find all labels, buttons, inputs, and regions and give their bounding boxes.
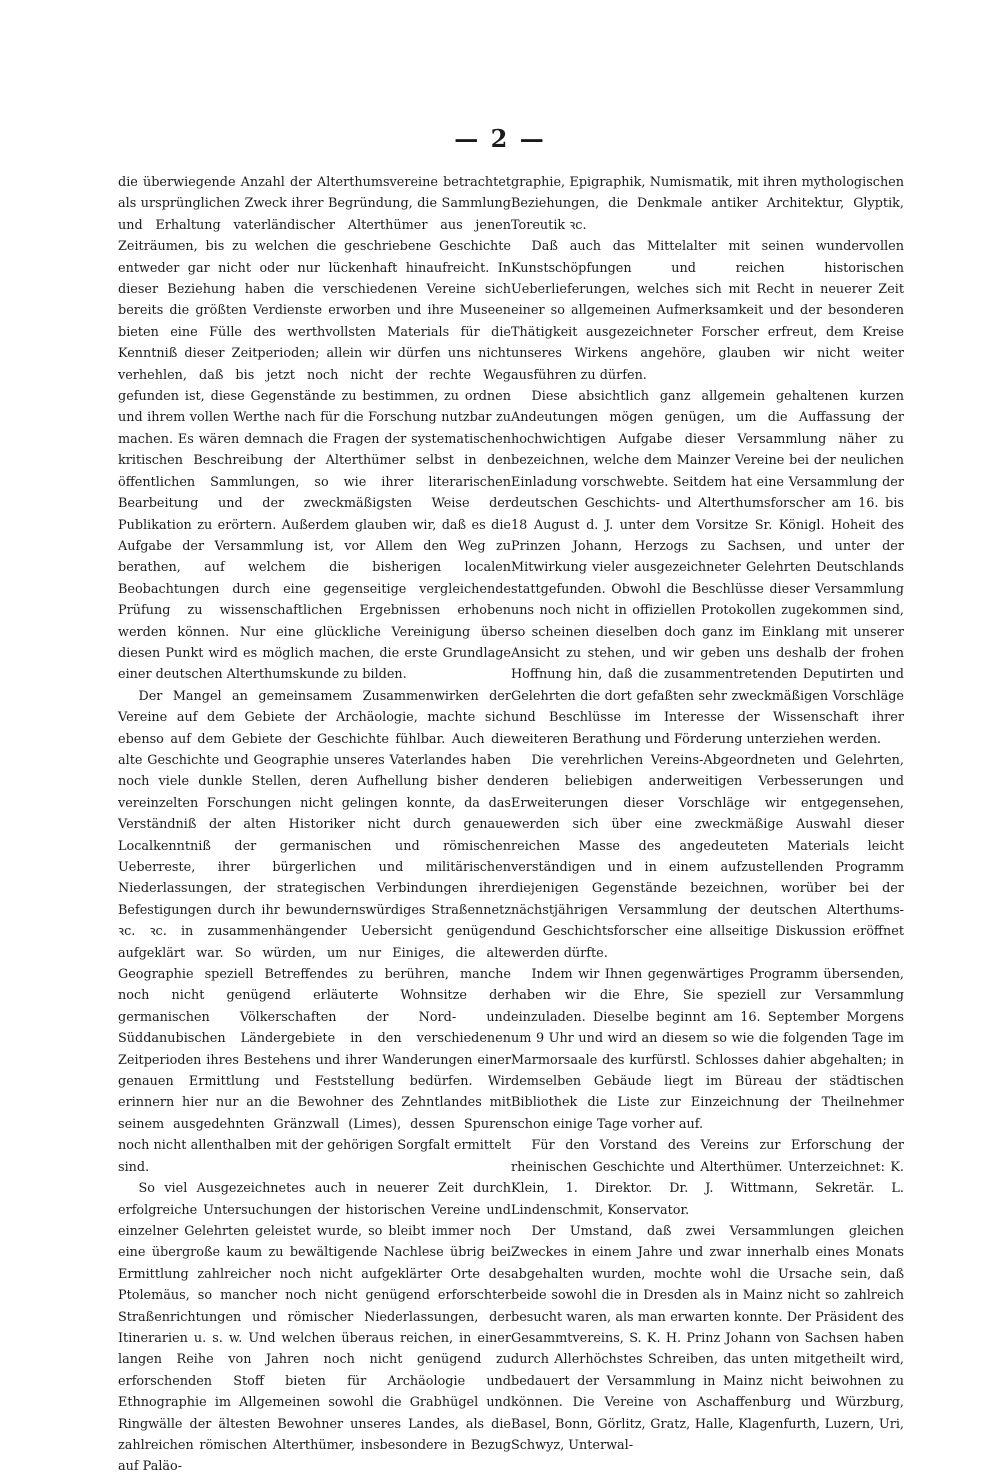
- paragraph: Daß auch das Mittelalter mit seinen wundervollen Kunstschöpfungen und reichen historischen Ueberlieferungen, welches sich mit Recht in neuerer Zeit einer so allgemeinen Aufmerksamkeit und der besonderen Thätigkeit ausgezeichneter Forscher erfreut, dem Kreise unseres Wirkens angehöre, glauben wir nicht weiter ausführen zu dürfen.: [511, 239, 904, 383]
- paragraph: Indem wir Ihnen gegenwärtiges Programm übersenden, haben wir die Ehre, Sie speziell zur Versammlung einzuladen. Dieselbe beginnt am 16. September Morgens um 9 Uhr und wird an diesem so wie die folgenden Tage im Marmorsaale des kurfürstl. Schlosses dahier abgehalten; in demselben Gebäude liegt im Büreau der städtischen Bibliothek die Liste zur Einzeichnung der Theilnehmer schon einige Tage vorher auf.: [511, 967, 904, 1132]
- paragraph: Für den Vorstand des Vereins zur Erforschung der rheinischen Geschichte und Alterthümer. Unterzeichnet: K. Klein, 1. Direktor. Dr. J. Wittmann, Sekretär. L. Lindenschmit, Konservator.: [511, 1138, 904, 1218]
- paragraph: graphie, Epigraphik, Numismatik, mit ihren mythologischen Beziehungen, die Denkmale antiker Architektur, Glyptik, Toreutik ꝛc.: [511, 175, 904, 233]
- right-column: [511, 172, 904, 1456]
- page-number: — 2 —: [454, 124, 546, 153]
- paragraph: die überwiegende Anzahl der Alterthumsvereine betrachtet als ursprünglichen Zweck ihrer Begründung, die Sammlung und Erhaltung vaterländischer Alterthümer aus jenen Zeiträumen, bis zu welchen die geschriebene Geschichte entweder gar nicht oder nur lückenhaft hinaufreicht. In dieser Beziehung haben die verschiedenen Vereine sich bereits die größten Verdienste erworben und ihre Museen bieten eine Fülle des werthvollsten Materials für die Kenntniß dieser Zeitperioden; allein wir dürfen uns nicht verhehlen, daß bis jetzt noch nicht der rechte Weg gefunden ist, diese Gegenstände zu bestimmen, zu ordnen und ihrem vollen Werthe nach für die Forschung nutzbar zu machen. Es wären demnach die Fragen der systematischen kritischen Beschreibung der Alterthümer selbst in den öffentlichen Sammlungen, so wie ihrer literarischen Bearbeitung und der zweckmäßigsten Weise der Publikation zu erörtern. Außerdem glauben wir, daß es die Aufgabe der Versammlung ist, vor Allem den Weg zu berathen, auf welchem die bisherigen localen Beobachtungen durch eine gegenseitige vergleichende Prüfung zu wissenschaftlichen Ergebnissen erhoben werden können. Nur eine glückliche Vereinigung über diesen Punkt wird es möglich machen, die erste Grundlage einer deutschen Alterthumskunde zu bilden.: [118, 175, 511, 683]
- paragraph: So viel Ausgezeichnetes auch in neuerer Zeit durch erfolgreiche Untersuchungen der historischen Vereine und einzelner Gelehrten geleistet wurde, so bleibt immer noch eine übergroße kaum zu bewältigende Nachlese übrig bei Ermittlung zahlreicher noch nicht aufgeklärter Orte des Ptolemäus, so mancher noch nicht genügend erforschter Straßenrichtungen und römischer Niederlassungen, der Itinerarien u. s. w. Und welchen überaus reichen, in einer langen Reihe von Jahren noch nicht genügend zu erforschenden Stoff bieten für Archäologie und Ethnographie im Allgemeinen sowohl die Grabhügel und Ringwälle der ältesten Bewohner unseres Landes, als die zahlreichen römischen Alterthümer, insbesondere in Bezug auf Paläo-: [118, 1181, 511, 1475]
- paragraph: Die verehrlichen Vereins-Abgeordneten und Gelehrten, deren beliebigen anderweitigen Verbesserungen und Erweiterungen dieser Vorschläge wir entgegensehen, werden sich über eine zweckmäßige Auswahl dieser reichen Masse des angedeuteten Materials leicht verständigen und in einem aufzustellenden Programm diejenigen Gegenstände bezeichnen, worüber bei der nächstjährigen Versammlung der deutschen Alterthums- und Geschichtsforscher eine allseitige Diskussion eröffnet werden dürfte.: [511, 752, 904, 961]
- paragraph: Diese absichtlich ganz allgemein gehaltenen kurzen Andeutungen mögen genügen, um die Auffassung der hochwichtigen Aufgabe dieser Versammlung näher zu bezeichnen, welche dem Mainzer Vereine bei der neulichen Einladung vorschwebte. Seitdem hat eine Versammlung der deutschen Geschichts- und Alterthumsforscher am 16. bis 18 August d. J. unter dem Vorsitze Sr. Königl. Hoheit des Prinzen Johann, Herzogs zu Sachsen, und unter der Mitwirkung vieler ausgezeichneter Gelehrten Deutschlands stattgefunden. Obwohl die Beschlüsse dieser Versammlung uns noch nicht in offiziellen Protokollen zugekommen sind, so scheinen dieselben doch ganz im Einklang mit unserer Ansicht zu stehen, und wir geben uns deshalb der frohen Hoffnung hin, daß die zusammentretenden Deputirten und Gelehrten die dort gefaßten sehr zweckmäßigen Vorschläge und Beschlüsse im Interesse der Wissenschaft ihrer weiteren Berathung und Förderung unterziehen werden.: [511, 389, 904, 747]
- paragraph: Der Umstand, daß zwei Versammlungen gleichen Zweckes in einem Jahre und zwar innerhalb eines Monats abgehalten wurden, mochte wohl die Ursache sein, daß beide sowohl die in Dresden als in Mainz nicht so zahlreich besucht waren, als man erwarten konnte. Der Präsident des Gesammtvereins, S. K. H. Prinz Johann von Sachsen haben durch Allerhöchstes Schreiben, das unten mitgetheilt wird, bedauert der Versammlung in Mainz nicht beiwohnen zu können. Die Vereine von Aschaffenburg und Würzburg, Basel, Bonn, Görlitz, Gratz, Halle, Klagenfurth, Luzern, Uri, Schwyz, Unterwal-: [511, 1223, 904, 1453]
- left-column: [118, 172, 511, 1478]
- paragraph: Der Mangel an gemeinsamem Zusammenwirken der Vereine auf dem Gebiete der Archäologie, machte sich ebenso auf dem Gebiete der Geschichte fühlbar. Auch die alte Geschichte und Geographie unseres Vaterlandes haben noch viele dunkle Stellen, deren Aufhellung bisher den vereinzelten Forschungen nicht gelingen konnte, da das Verständniß der alten Historiker nicht durch genaue Localkenntniß der germanischen und römischen Ueberreste, ihrer bürgerlichen und militärischen Niederlassungen, der strategischen Verbindungen ihrer Befestigungen durch ihr bewundernswürdiges Straßennetz ꝛc. ꝛc. in zusammenhängender Uebersicht genügend aufgeklärt war. So würden, um nur Einiges, die alte Geographie speziell Betreffendes zu berühren, manche noch nicht genügend erläuterte Wohnsitze der germanischen Völkerschaften der Nord- und Süddanubischen Ländergebiete in den verschiedenen Zeitperioden ihres Bestehens und ihrer Wanderungen einer genauen Ermittlung und Feststellung bedürfen. Wir erinnern hier nur an die Bewohner des Zehntlandes mit seinem ausgedehnten Gränzwall (Limes), dessen Spuren noch nicht allenthalben mit der gehörigen Sorgfalt ermittelt sind.: [118, 688, 511, 1175]
